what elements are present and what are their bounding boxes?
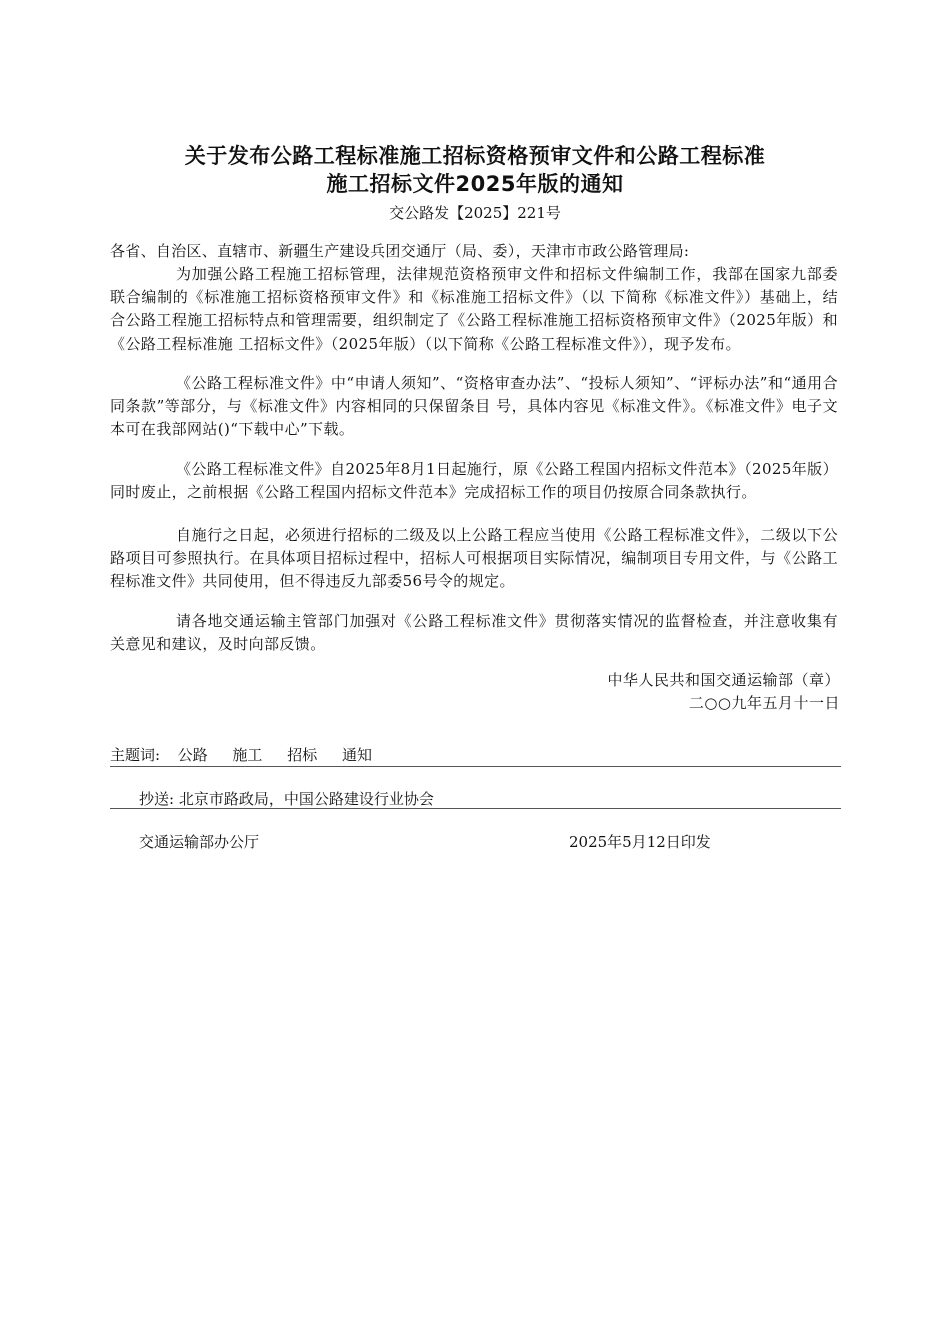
subject-keyword: 公路 [177, 746, 208, 764]
body-paragraph-4: 自施行之日起，必须进行招标的二级及以上公路工程应当使用《公路工程标准文件》，二级以下公路项目可参照执行。在具体项目招标过程中，招标人可根据项目实际情况，编制项目专用文件，与《公路工程标准文件》共同使用，但不得违反九部委56号令的规定。 [110, 526, 838, 591]
issuing-office: 交通运输部办公厅 [139, 833, 260, 851]
document-title-line-2: 施工招标文件2025年版的通知 [326, 172, 624, 196]
footer-divider [110, 766, 841, 767]
body-paragraph-1: 为加强公路工程施工招标管理，法律规范资格预审文件和招标文件编制工作，我部在国家九部委联合编制的《标准施工招标资格预审文件》和《标准施工招标文件》（以 下简称《标准文件》）基础上，结合公路工程施工招标特点和管理需要，组织制定了《公路工程标准施工招标资格预审文件》（2025年版）和《公路工程标准施 工招标文件》（2025年版）（以下简称《公路工程标准文件》），现予发布。 [110, 265, 838, 353]
recipients-line: 各省、自治区、直辖市、新疆生产建设兵团交通厅（局、委），天津市市政公路管理局: [110, 242, 690, 260]
print-date: 2025年5月12日印发 [569, 833, 711, 851]
subject-keywords-line [110, 745, 392, 765]
subject-label: 主题词: [110, 746, 161, 764]
subject-keyword: 招标 [287, 746, 318, 764]
document-number: 交公路发【2025】221号 [389, 204, 561, 222]
body-paragraph-3: 《公路工程标准文件》自2025年8月1日起施行，原《公路工程国内招标文件范本》（2025年版）同时废止，之前根据《公路工程国内招标文件范本》完成招标工作的项目仍按原合同条款执行。 [110, 460, 838, 502]
document-title-line-1: 关于发布公路工程标准施工招标资格预审文件和公路工程标准 [184, 144, 766, 168]
signature-organization: 中华人民共和国交通运输部（章） [607, 671, 840, 689]
signature-date: 二○○九年五月十一日 [688, 694, 840, 712]
subject-keyword: 通知 [342, 746, 373, 764]
body-paragraph-5: 请各地交通运输主管部门加强对《公路工程标准文件》贯彻落实情况的监督检查，并注意收集有关意见和建议，及时向部反馈。 [110, 612, 838, 654]
body-paragraph-2: 《公路工程标准文件》中“申请人须知”、“资格审查办法”、“投标人须知”、“评标办法”和“通用合同条款”等部分，与《标准文件》内容相同的只保留条目 号，具体内容见《标准文件》。《标准文件》电子文本可在我部网站()“下载中心”下载。 [110, 374, 838, 439]
subject-keyword: 施工 [232, 746, 263, 764]
cc-line: 抄送: 北京市路政局，中国公路建设行业协会 [139, 790, 434, 808]
footer-divider [110, 808, 841, 809]
